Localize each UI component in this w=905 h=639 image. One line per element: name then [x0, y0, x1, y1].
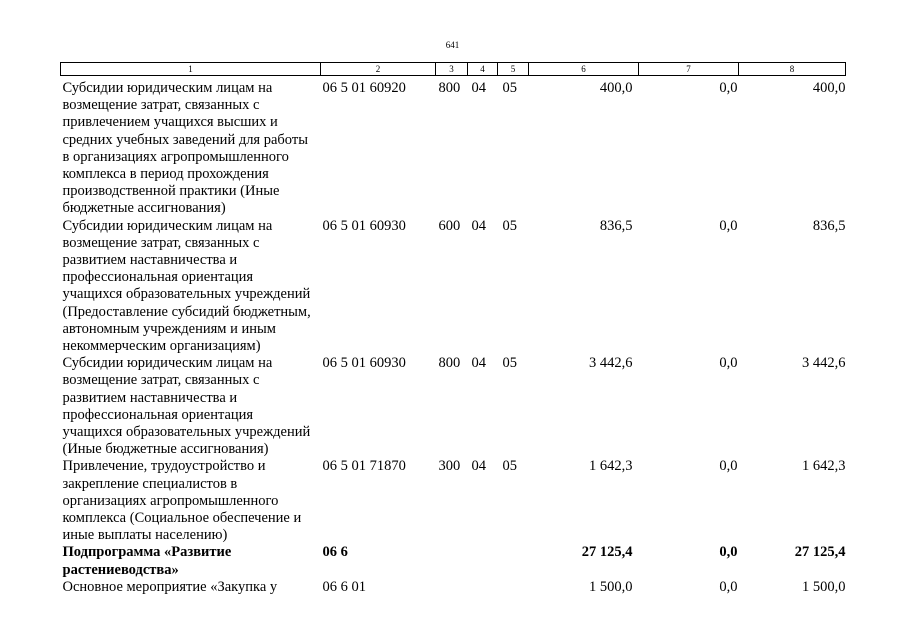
table-header: [61, 63, 846, 76]
row-col-6: 400,0: [599, 80, 633, 96]
table-row: [61, 355, 846, 458]
description-line: растениеводства»: [62, 561, 179, 578]
row-col-5: [498, 544, 529, 578]
description-line: привлечением учащихся высших и: [62, 114, 278, 131]
description-line: профессиональная ориентация: [62, 269, 254, 286]
description-line: развитием наставничества и: [62, 252, 238, 269]
row-description: [61, 76, 321, 218]
description-line: развитием наставничества и: [62, 389, 238, 406]
row-col-6: 27 125,4: [581, 544, 633, 561]
row-col-8: 400,0: [812, 80, 846, 96]
row-description: [61, 355, 321, 458]
row-col-5: 05: [502, 80, 517, 96]
description-line: бюджетные ассигнования): [62, 200, 226, 217]
row-col-3: [436, 544, 468, 578]
row-col-5: 05: [502, 458, 517, 475]
description-line: (Предоставление субсидий бюджетным,: [62, 303, 311, 320]
row-col-3: 800: [438, 355, 461, 372]
table-row: [61, 458, 846, 544]
table-body: [61, 76, 846, 597]
row-description: [61, 544, 321, 578]
description-line: средних учебных заведений для работы: [62, 131, 308, 148]
description-line: Подпрограмма «Развитие: [62, 544, 232, 561]
row-col-7: 0,0: [719, 355, 738, 372]
row-col-8: 1 642,3: [802, 458, 846, 475]
description-line: комплекса (Социальное обеспечение и: [62, 510, 302, 527]
header-col-7: 7: [639, 63, 739, 76]
row-description: [61, 218, 321, 356]
row-col-6: 3 442,6: [589, 355, 633, 372]
description-line: иные выплаты населению): [62, 527, 228, 544]
row-col-3: 600: [438, 217, 461, 234]
row-col-5: 05: [502, 355, 517, 372]
description-line: возмещение затрат, связанных с: [62, 234, 260, 251]
description-line: в организациях агропромышленного: [62, 148, 289, 165]
row-col-5: [498, 579, 529, 596]
row-col-6: 836,5: [599, 217, 633, 234]
header-col-2: 2: [321, 63, 436, 76]
row-col-4: 04: [471, 217, 486, 234]
row-description: [61, 579, 321, 596]
row-code: 06 5 01 60930: [322, 355, 406, 372]
description-line: Субсидии юридическим лицам на: [62, 80, 273, 96]
description-line: Основное мероприятие «Закупка у: [62, 578, 278, 595]
description-line: учащихся образовательных учреждений: [62, 286, 311, 303]
description-line: профессиональная ориентация: [62, 406, 254, 423]
row-col-8: 836,5: [812, 217, 846, 234]
description-line: закрепление специалистов в: [62, 475, 238, 492]
header-col-3: 3: [436, 63, 468, 76]
header-col-4: 4: [468, 63, 498, 76]
table-row: [61, 579, 846, 596]
description-line: (Иные бюджетные ассигнования): [62, 441, 269, 458]
row-code: 06 6: [322, 544, 348, 561]
description-line: автономным учреждениям и иным: [62, 320, 276, 337]
row-col-8: 1 500,0: [802, 578, 846, 595]
row-col-7: 0,0: [719, 80, 738, 96]
table-row: [61, 218, 846, 356]
description-line: некоммерческим организациям): [62, 338, 261, 355]
row-col-4: 04: [471, 355, 486, 372]
row-col-4: [468, 579, 498, 596]
description-line: возмещение затрат, связанных с: [62, 97, 260, 114]
row-code: 06 5 01 71870: [322, 458, 406, 475]
row-col-7: 0,0: [719, 458, 738, 475]
row-code: 06 5 01 60920: [322, 80, 406, 96]
row-col-4: [468, 544, 498, 578]
row-code: 06 6 01: [322, 578, 366, 595]
row-code: 06 5 01 60930: [322, 217, 406, 234]
header-col-1: 1: [61, 63, 321, 76]
row-col-4: 04: [471, 80, 486, 96]
row-col-4: 04: [471, 458, 486, 475]
description-line: Субсидии юридическим лицам на: [62, 355, 273, 372]
row-col-7: 0,0: [719, 578, 738, 595]
header-col-6: 6: [529, 63, 639, 76]
page-number: 641: [445, 40, 460, 50]
description-line: учащихся образовательных учреждений: [62, 424, 311, 441]
row-col-7: 0,0: [719, 217, 738, 234]
header-col-5: 5: [498, 63, 529, 76]
budget-table: [60, 62, 846, 596]
description-line: комплекса в период прохождения: [62, 166, 269, 183]
row-col-7: 0,0: [719, 544, 738, 561]
row-col-8: 3 442,6: [802, 355, 846, 372]
description-line: Субсидии юридическим лицам на: [62, 217, 273, 234]
header-row: [61, 63, 846, 76]
header-col-8: 8: [739, 63, 846, 76]
description-line: возмещение затрат, связанных с: [62, 372, 260, 389]
description-line: организациях агропромышленного: [62, 492, 279, 509]
row-col-3: 300: [438, 458, 461, 475]
row-col-3: [436, 579, 468, 596]
subprogram-row: [61, 544, 846, 578]
row-col-5: 05: [502, 217, 517, 234]
row-description: [61, 458, 321, 544]
description-line: Привлечение, трудоустройство и: [62, 458, 266, 475]
row-col-8: 27 125,4: [794, 544, 846, 561]
row-col-3: 800: [438, 80, 461, 96]
row-col-6: 1 500,0: [589, 578, 633, 595]
description-line: производственной практики (Иные: [62, 183, 280, 200]
table-row: [61, 76, 846, 218]
row-col-6: 1 642,3: [589, 458, 633, 475]
